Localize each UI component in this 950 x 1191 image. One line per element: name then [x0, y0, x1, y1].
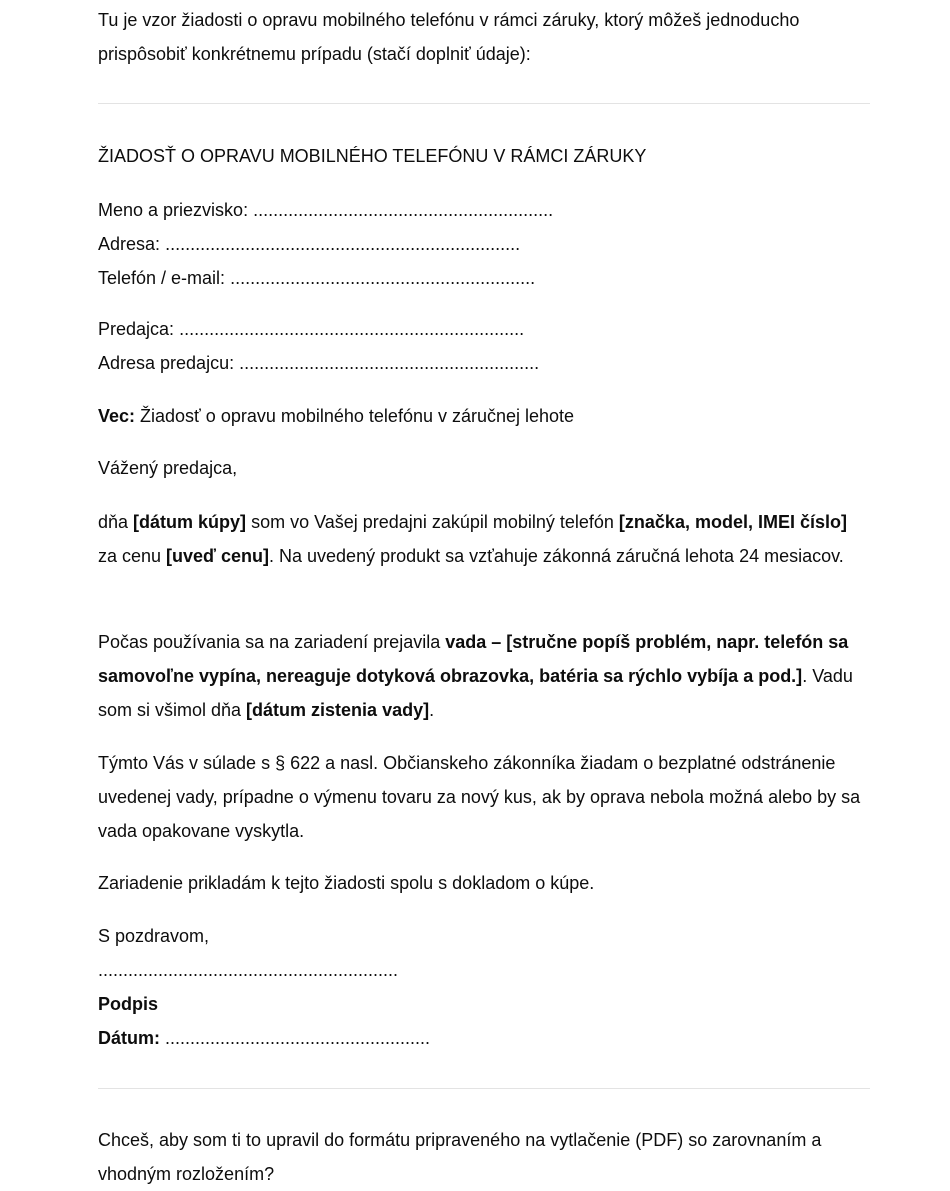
document-title: ŽIADOSŤ O OPRAVU MOBILNÉHO TELEFÓNU V RÁMCI ZÁRUKY: [98, 146, 647, 166]
paragraph-purchase: [98, 505, 870, 573]
signature-label: Podpis: [98, 994, 159, 1014]
text: . Vadu som si všimol dňa: [98, 666, 853, 720]
paragraph-attachment: Zariadenie prikladám k tejto žiadosti spolu s dokladom o kúpe.: [98, 873, 595, 893]
field-blank: .............................................................: [230, 268, 536, 288]
placeholder-purchase-date: [dátum kúpy]: [133, 512, 247, 532]
subject-line: [98, 399, 870, 433]
signature-block: [98, 953, 870, 1055]
field-blank: ............................................................: [253, 200, 554, 220]
placeholder-defect: vada – [stručne popíš problém, napr. telefón sa samovoľne vypína, nereaguje dotyková obrazovka, batéria sa rýchlo vybíja a pod.]: [98, 632, 849, 686]
field-contact: [98, 261, 870, 295]
seller-fields: [98, 312, 870, 380]
divider-top: [98, 103, 870, 104]
signature-line: ............................................................: [98, 960, 399, 980]
date-field: [98, 1021, 870, 1055]
subject-label: Vec:: [98, 406, 136, 426]
paragraph-defect: [98, 625, 870, 727]
field-label: Adresa:: [98, 234, 161, 254]
closing: S pozdravom,: [98, 926, 210, 946]
field-label: Meno a priezvisko:: [98, 200, 249, 220]
text: dňa: [98, 512, 134, 532]
placeholder-defect-date: [dátum zistenia vady]: [246, 700, 430, 720]
divider-bottom: [98, 1088, 870, 1089]
text: Počas používania sa na zariadení prejavila: [98, 632, 446, 652]
intro-text: Tu je vzor žiadosti o opravu mobilného telefónu v rámci záruky, ktorý môžeš jednoducho prispôsobiť konkrétnemu prípadu (stačí doplniť údaje):: [98, 10, 800, 64]
field-seller: [98, 312, 870, 346]
text: za cenu: [98, 546, 167, 566]
placeholder-price: [uveď cenu]: [166, 546, 270, 566]
outro-text: Chceš, aby som ti to upravil do formátu pripraveného na vytlačenie (PDF) so zarovnaním a vhodným rozložením?: [98, 1130, 822, 1184]
placeholder-phone-details: [značka, model, IMEI číslo]: [618, 512, 847, 532]
paragraph-request: Týmto Vás v súlade s § 622 a nasl. Občianskeho zákonníka žiadam o bezplatné odstránenie uvedenej vady, prípadne o výmenu tovaru za nový kus, ak by oprava nebola možná alebo by sa vada opakovane vyskytla.: [98, 753, 861, 841]
text: . Na uvedený produkt sa vzťahuje zákonná záručná lehota 24 mesiacov.: [269, 546, 844, 566]
greeting: Vážený predajca,: [98, 458, 238, 478]
field-blank: ............................................................: [239, 353, 540, 373]
field-name: [98, 193, 870, 227]
date-blank: .....................................................: [160, 1028, 431, 1048]
field-label: Predajca:: [98, 319, 175, 339]
field-label: Adresa predajcu:: [98, 353, 235, 373]
field-blank: .......................................................................: [165, 234, 521, 254]
field-address: [98, 227, 870, 261]
text: .: [429, 700, 435, 720]
field-blank: .....................................................................: [179, 319, 525, 339]
date-label: Dátum:: [98, 1028, 160, 1048]
sender-fields: [98, 193, 870, 295]
field-label: Telefón / e-mail:: [98, 268, 226, 288]
text: som vo Vašej predajni zakúpil mobilný telefón: [246, 512, 619, 532]
subject-text: Žiadosť o opravu mobilného telefónu v záručnej lehote: [135, 406, 575, 426]
field-seller-address: [98, 346, 870, 380]
